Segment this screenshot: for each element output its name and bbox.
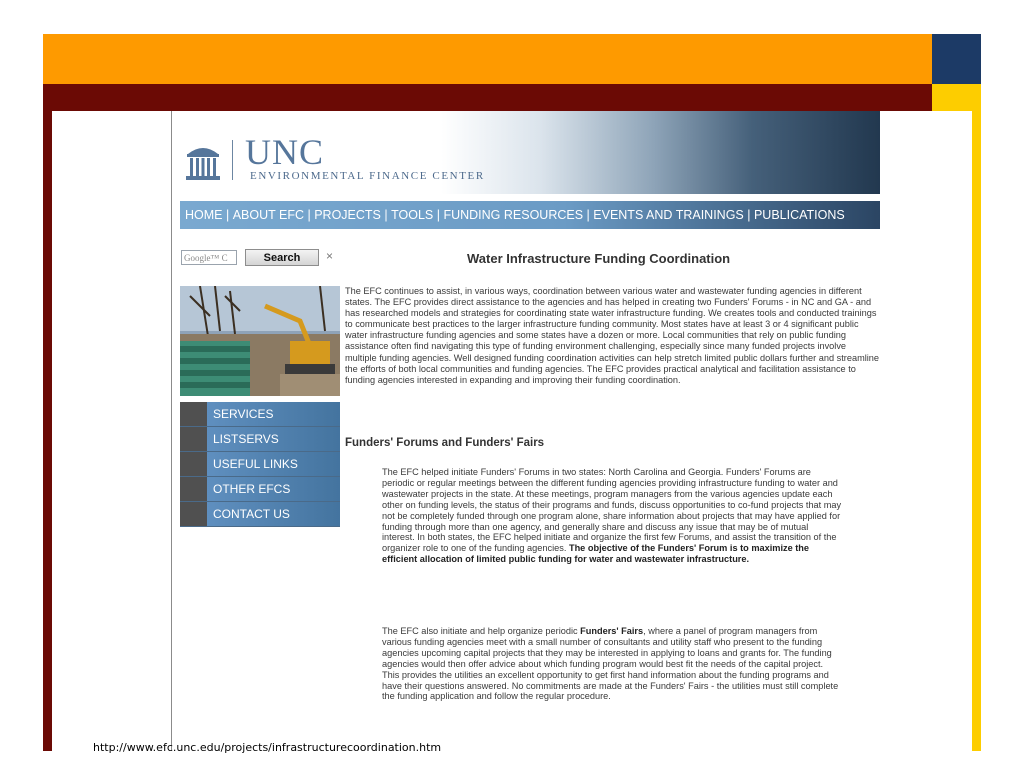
funders-forum-paragraph: [382, 467, 842, 565]
menu-item-contact-us[interactable]: [180, 502, 340, 527]
nav-item-tools[interactable]: TOOLS: [391, 208, 434, 222]
side-menu: [180, 402, 340, 527]
nav-separator: |: [583, 208, 594, 222]
menu-item-label: SERVICES: [207, 402, 340, 426]
main-nav: [180, 201, 880, 229]
nav-item-publications[interactable]: PUBLICATIONS: [753, 208, 845, 222]
menu-item-label: LISTSERVS: [207, 427, 340, 451]
funders-fair-text-before: The EFC also initiate and help organize periodic: [382, 626, 578, 636]
webpage-left-edge: [171, 111, 172, 751]
page-title: Water Infrastructure Funding Coordination: [467, 251, 731, 266]
menu-item-label: OTHER EFCS: [207, 477, 340, 501]
construction-photo: [180, 286, 340, 396]
funders-forum-objective: The objective of the Funders' Forum is to maximize the efficient allocation of limited public funding for water and wastewater infrastructure.: [382, 543, 810, 565]
slide-yellow-block: [932, 84, 981, 111]
slide-maroon-bar: [43, 84, 932, 111]
logo-unc-text[interactable]: UNC: [245, 132, 325, 172]
intro-paragraph: The EFC continues to assist, in various ways, coordination between various water and wastewater funding agencies in different states. The EFC provides direct assistance to the agencies and has helped in creating two Funders' Forums - in NC and GA - and has researched models and strategies for coordinating state water infrastructure funding. We creates tools and conducted trainings to communicate best practices to the larger infrastructure funding community. Most states have at least 3 or 4 significant public water infrastructure funding agencies and some states have a dozen or more. Local communities that rely on public funding assistance often find navigating this type of funding environment challenging, especially since many funded projects involve multiple funding agencies. Well designed funding coordination activities can help stretch limited public dollars further and streamline the efforts of both local communities and funding agencies. The EFC provides practical analytical and facilitation assistance to funding agencies interested in expanding and improving their funding coordination.: [345, 286, 880, 385]
nav-separator: |: [380, 208, 392, 222]
nav-item-events-and-trainings[interactable]: EVENTS AND TRAININGS: [593, 208, 744, 222]
menu-item-label: CONTACT US: [207, 502, 340, 526]
menu-item-marker: [180, 452, 207, 476]
menu-item-marker: [180, 477, 207, 501]
menu-item-listservs[interactable]: [180, 427, 340, 452]
funders-fair-paragraph: [382, 626, 842, 702]
nav-item-home[interactable]: HOME: [185, 208, 223, 222]
slide-left-border: [43, 111, 52, 751]
slide-top-orange-bar: [43, 34, 932, 84]
nav-item-projects[interactable]: PROJECTS: [314, 208, 381, 222]
menu-item-label: USEFUL LINKS: [207, 452, 340, 476]
menu-item-useful-links[interactable]: [180, 452, 340, 477]
funders-forum-text: The EFC helped initiate Funders' Forums in two states: North Carolina and Georgia. Funders' Forums are periodic or regular meetings between the different funding agencies providing infrastructure funding to water and wastewater projects in the state. At these meetings, program managers from the various agencies update each other on funding levels, the status of their programs and funds, discuss opportunities to co-fund projects that may not be completely funded through one program alone, share information about projects that may have applied for funding through more than one agency, and generally share and discuss any issue that may be of mutual interest. In both states, the EFC helped initiate and organize the first few Forums, and assist the transition of the organizer role to one of the funding agencies.: [382, 467, 842, 554]
logo-subtitle: ENVIRONMENTAL FINANCE CENTER: [250, 170, 485, 182]
google-search-input[interactable]: Google™ C: [181, 250, 237, 265]
menu-item-marker: [180, 427, 207, 451]
menu-item-marker: [180, 502, 207, 526]
section-heading: Funders' Forums and Funders' Fairs: [345, 437, 545, 449]
menu-item-marker: [180, 402, 207, 426]
menu-item-services[interactable]: [180, 402, 340, 427]
nav-separator: |: [743, 208, 754, 222]
funders-fair-text-after: , where a panel of program managers from various funding agencies meet with a small number of consultants and utility staff who present to the funding agencies upcoming capital projects that they may be interested in applying to loans and grants for. The funding agencies would then offer advice about which funding program would best fit the needs of the capital project. This provides the utilities an excellent opportunity to get first hand information about the funding programs and have their questions answered. No commitments are made at the Funders' Fairs - the utilities must still complete the funding application and follow the regular procedure.: [382, 626, 839, 702]
slide-top-navy-block: [932, 34, 981, 84]
nav-separator: |: [304, 208, 315, 222]
source-url[interactable]: http://www.efc.unc.edu/projects/infrastructurecoordination.htm: [93, 741, 442, 754]
old-well-logo-icon[interactable]: [184, 140, 222, 182]
nav-item-funding-resources[interactable]: FUNDING RESOURCES: [443, 208, 584, 222]
slide-right-border: [972, 111, 981, 751]
nav-item-about-efc[interactable]: ABOUT EFC: [232, 208, 305, 222]
search-button[interactable]: Search: [245, 249, 319, 266]
nav-separator: |: [222, 208, 233, 222]
funders-fair-term: Funders' Fairs: [580, 626, 644, 636]
clear-search-icon[interactable]: ×: [326, 249, 334, 263]
logo-divider: [232, 140, 233, 180]
menu-item-other-efcs[interactable]: [180, 477, 340, 502]
nav-separator: |: [433, 208, 444, 222]
